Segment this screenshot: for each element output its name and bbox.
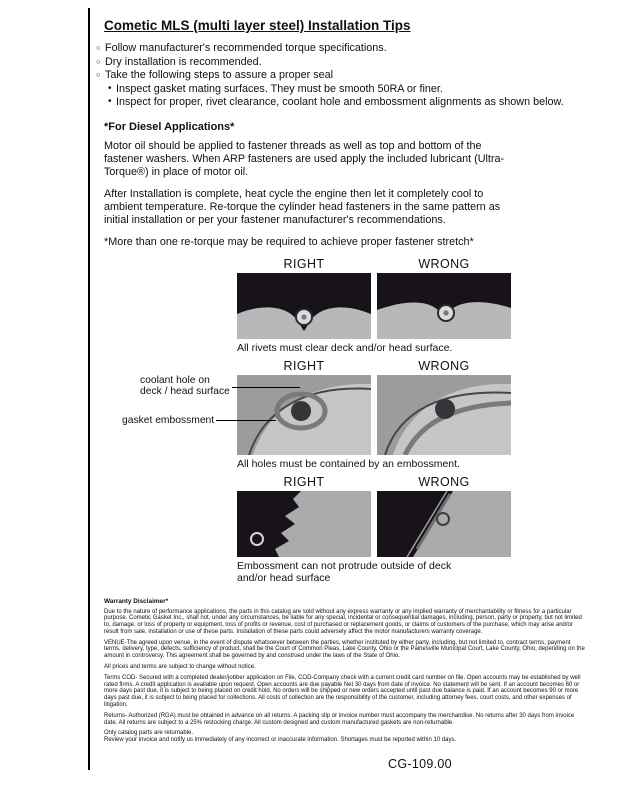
diagram-caption: All holes must be contained by an embossment. xyxy=(237,457,460,470)
legal-paragraph: Only catalog parts are returnable. xyxy=(104,730,194,737)
tip-text: Dry installation is recommended. xyxy=(105,55,262,68)
gasket-embossment-callout: gasket embossment xyxy=(122,414,215,426)
retorque-note: *More than one re-torque may be required to achieve proper fastener stretch* xyxy=(104,235,474,248)
diagram-caption: All rivets must clear deck and/or head surface. xyxy=(237,341,453,354)
catalog-page-number: CG-109.00 xyxy=(388,757,452,771)
page-left-border xyxy=(88,8,90,770)
wrong-label: WRONG xyxy=(418,474,470,489)
diagram-panels xyxy=(237,273,592,339)
wrong-label: WRONG xyxy=(418,256,470,271)
diagram-labels xyxy=(237,359,592,373)
warranty-disclaimer-heading: Warranty Disclaimer* xyxy=(104,597,169,605)
tip-text: Take the following steps to assure a proper seal xyxy=(105,69,334,81)
rivet-clearance-right-diagram xyxy=(237,273,371,339)
callout-pointer-line xyxy=(232,387,300,388)
legal-section xyxy=(104,598,586,745)
diagram-labels xyxy=(237,257,592,271)
diagram-panels xyxy=(237,491,592,557)
diesel-paragraph-2: After Installation is complete, heat cycle the engine then let it completely cool to ambient temperature. Re-torque the cylinder head fasteners in the same pattern as initial installation or per your fastener manufacturer's recommendations. xyxy=(104,187,501,226)
embossment-right-diagram xyxy=(237,491,371,557)
legal-paragraph: Review your invoice and notify us immediately of any incorrect or inaccurate information. Shortages must be reported within 10 days. xyxy=(104,737,457,744)
legal-paragraph: VENUE-The agreed upon venue, in the event of dispute whatsoever between the parties, whether instituted by either party, including, but not limited to, contract terms, payment terms, delivery, type, defects, sufficiency of product, shall be the Court of Common Pleas, Lake County, Ohio or the Painesville Municipal Court, Lake County, Ohio, depending on the amount in controversy. This agreement shall be governed by and construed under the laws of the State of Ohio. xyxy=(104,639,585,660)
embossment-wrong-diagram xyxy=(377,491,511,557)
embossment-protrusion-row xyxy=(104,475,592,584)
rivet-clearance-wrong-diagram xyxy=(377,273,511,339)
legal-paragraph: All prices and terms are subject to change without notice. xyxy=(104,664,256,671)
diesel-applications-heading: *For Diesel Applications* xyxy=(104,120,235,133)
diagram-labels xyxy=(237,475,592,489)
coolant-hole-callout xyxy=(140,375,230,398)
wrong-label: WRONG xyxy=(418,358,470,373)
installation-tips-list xyxy=(96,42,592,109)
page-title: Cometic MLS (multi layer steel) Installation Tips xyxy=(104,18,411,33)
rivet-clearance-row xyxy=(104,257,592,354)
coolant-hole-row xyxy=(104,359,592,470)
callout-text: deck / head surface xyxy=(140,386,230,397)
open-bullet-icon: ○ xyxy=(96,56,101,66)
right-label: RIGHT xyxy=(283,256,325,271)
legal-paragraph: Due to the nature of performance applications, the parts in this catalog are sold without any express warranty or any implied warranty of merchantability or fitness for a particular purpose. Cometic Gasket Inc., shall not, under any circumstances, be liable for any special, incidental or consequential damages, including, person, party or property, but not limited to, damage, or loss of property or equipment, loss of profits or revenue, cost of purchased or replacement goods, or claims of customers of the purchase, which may arise and/or result from sale, installation or use of these parts. Installation of these parts could adversely affect the motor manufacturers warranty coverage. xyxy=(104,608,582,635)
diagram-caption: Embossment can not protrude outside of deck and/or head surface xyxy=(237,559,452,584)
legal-paragraph: Returns- Authorized (RGA) must be obtained in advance on all returns. A packing slip or invoice number must accompany the merchandise. No returns after 30 days from invoice date. All returns are subject to a 25% restocking charge. All custom designed and custom manufactured gaskets are non-returnable. xyxy=(104,712,575,726)
right-label: RIGHT xyxy=(283,474,325,489)
callout-pointer-line xyxy=(216,420,276,421)
list-item xyxy=(96,42,592,55)
open-bullet-icon: ○ xyxy=(96,70,101,79)
filled-bullet-icon: • xyxy=(108,96,112,107)
open-bullet-icon: ○ xyxy=(96,43,101,52)
tip-text: Follow manufacturer's recommended torque specifications. xyxy=(105,42,387,54)
callout-text: coolant hole on xyxy=(140,374,210,386)
coolant-hole-wrong-diagram xyxy=(377,375,511,455)
diagram-section xyxy=(104,257,592,584)
filled-bullet-icon: • xyxy=(108,82,112,94)
diesel-paragraph-1: Motor oil should be applied to fastener threads as well as top and bottom of the fastener washers. When ARP fasteners are used apply the included lubricant (Ultra-Torque®) in place of motor oil. xyxy=(104,139,505,178)
tip-text: Inspect for proper, rivet clearance, coolant hole and embossment alignments as shown below. xyxy=(116,96,564,108)
right-label: RIGHT xyxy=(283,358,325,373)
list-item xyxy=(108,96,592,109)
legal-paragraph: Terms COD- Secured with a completed dealer/jobber application on File, COD-Company check with a current credit card number on file. Open accounts may be established by well rated firms. A credit application is available upon request. Open accounts are due payable Net 30 days from date of invoice. No statement will be sent. If an account becomes 60 or more days past due, it is subject to being placed on credit hold. No orders will be shipped or new orders accepted until past due balance is paid. If an account becomes 90 or more days past due, it is subject to being placed for collections. All costs of collection are the responsibility of the customer, including attorney fees, court costs, and other expenses of litigation. xyxy=(104,674,581,709)
list-item xyxy=(96,69,592,82)
list-item xyxy=(96,56,592,69)
tip-text: Inspect gasket mating surfaces. They must be smooth 50RA or finer. xyxy=(116,82,443,95)
list-item xyxy=(108,83,592,96)
